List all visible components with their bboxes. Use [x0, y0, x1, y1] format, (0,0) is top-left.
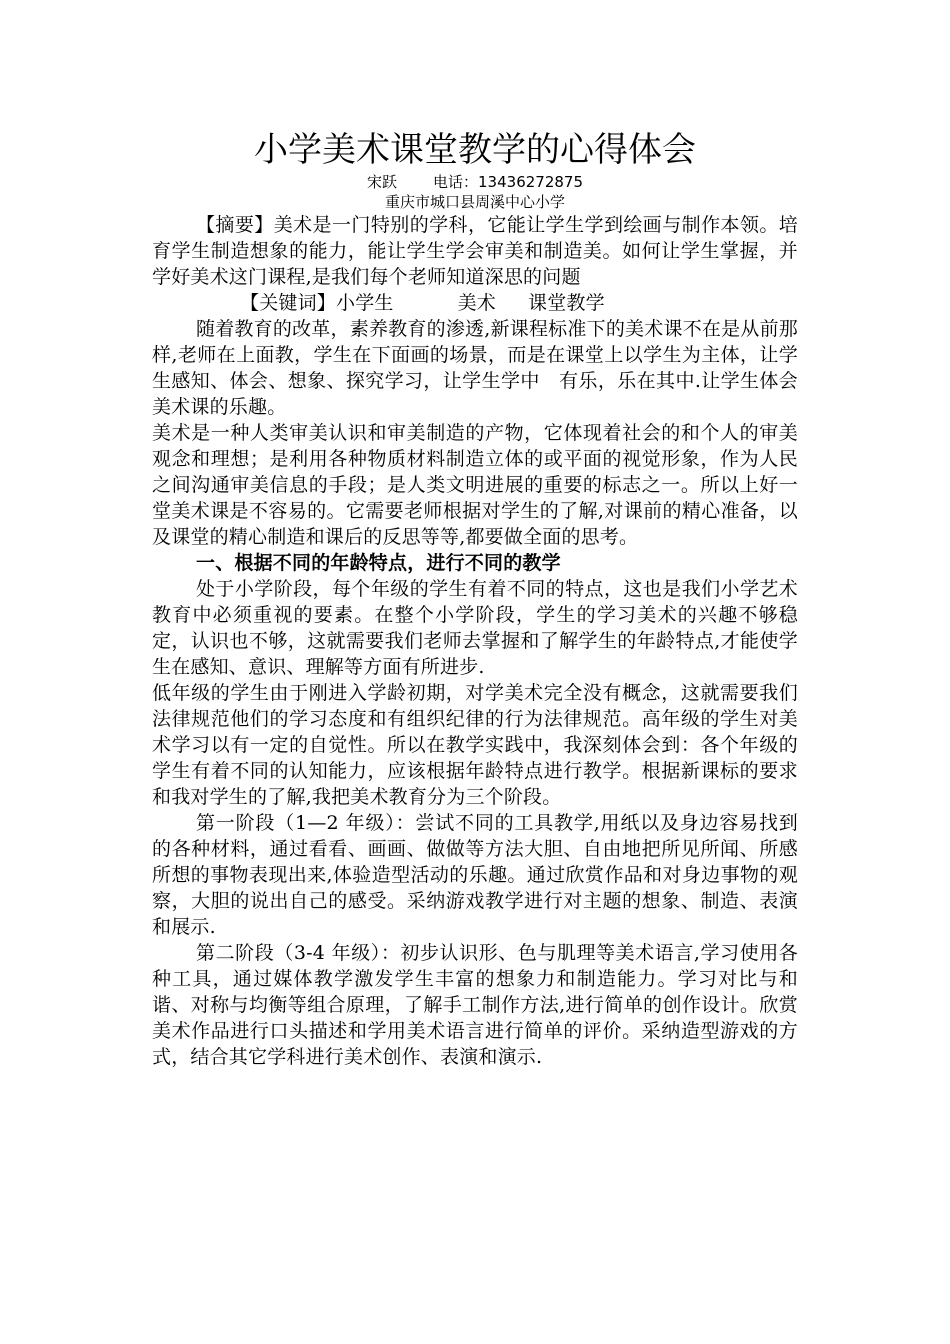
body-paragraph-1: 随着教育的改革，素养教育的渗透,新课程标准下的美术课不在是从前那样,老师在上面教，学生在下面画的场景，而是在课堂上以学生为主体，让学生感知、体会、想象、探究学习，让学生学中 有乐，乐在其中.让学生体会美术课的乐趣。 [152, 318, 798, 418]
body-paragraph-2: 美术是一种人类审美认识和审美制造的产物，它体现着社会的和个人的审美观念和理想；是利用各种物质材料制造立体的或平面的视觉形象，作为人民之间沟通审美信息的手段；是人类文明进展的重要的标志之一。所以上好一堂美术课是不容易的。它需要老师根据对学生的了解,对课前的精心准备，以及课堂的精心制造和课后的反思等等,都要做全面的思考。 [152, 422, 798, 548]
body-paragraph-3: 处于小学阶段，每个年级的学生有着不同的特点，这也是我们小学艺术教育中必须重视的要素。在整个小学阶段，学生的学习美术的兴趣不够稳定，认识也不够，这就需要我们老师去掌握和了解学生的年龄特点,才能使学生在感知、意识、理解等方面有所进步. [152, 578, 798, 678]
body-paragraph-stage-1: 第一阶段（1—2 年级）：尝试不同的工具教学,用纸以及身边容易找到的各种材料，通过看看、画画、做做等方法大胆、自由地把所见所闻、所感所想的事物表现出来,体验造型活动的乐趣。通过欣赏作品和对身边事物的观察，大胆的说出自己的感受。采纳游戏教学进行对主题的想象、制造、表演和展示. [152, 812, 798, 938]
abstract-paragraph: 【摘要】美术是一门特别的学科，它能让学生学到绘画与制作本领。培育学生制造想象的能力，能让学生学会审美和制造美。如何让学生掌握，并学好美术这门课程,是我们每个老师知道深思的问题 [152, 214, 798, 288]
keyword-art: 美术 [457, 292, 497, 314]
school-name: 重庆市城口县周溪中心小学 [384, 193, 565, 211]
body-paragraph-stage-2: 第二阶段（3-4 年级）：初步认识形、色与肌理等美术语言,学习使用各种工具，通过媒体教学激发学生丰富的想象力和制造能力。学习对比与和谐、对称与均衡等组合原理，了解手工制作方法,进行简单的创作设计。欣赏美术作品进行口头描述和学用美术语言进行简单的评价。采纳造型游戏的方式，结合其它学科进行美术创作、表演和演示. [152, 942, 798, 1068]
keywords-line [152, 290, 798, 316]
section-heading-1: 一、根据不同的年龄特点，进行不同的教学 [196, 552, 561, 574]
body-paragraph-4: 低年级的学生由于刚进入学龄初期，对学美术完全没有概念，这就需要我们法律规范他们的学习态度和有组织纪律的行为法律规范。高年级的学生对美术学习以有一定的自觉性。所以在教学实践中，我深刻体会到：各个年级的学生有着不同的认知能力，应该根据年龄特点进行教学。根据新课标的要求和我对学生的了解,我把美术教育分为三个阶段。 [152, 682, 798, 808]
author-name: 宋跃 [367, 173, 398, 191]
author-phone: 电话：13436272875 [433, 173, 583, 191]
author-line [152, 172, 798, 192]
document-title: 小学美术课堂教学的心得体会 [254, 130, 696, 170]
document-page [152, 128, 798, 1070]
keyword-classroom: 课堂教学 [528, 292, 605, 314]
keyword-label: 【关键词】小学生 [240, 292, 394, 314]
